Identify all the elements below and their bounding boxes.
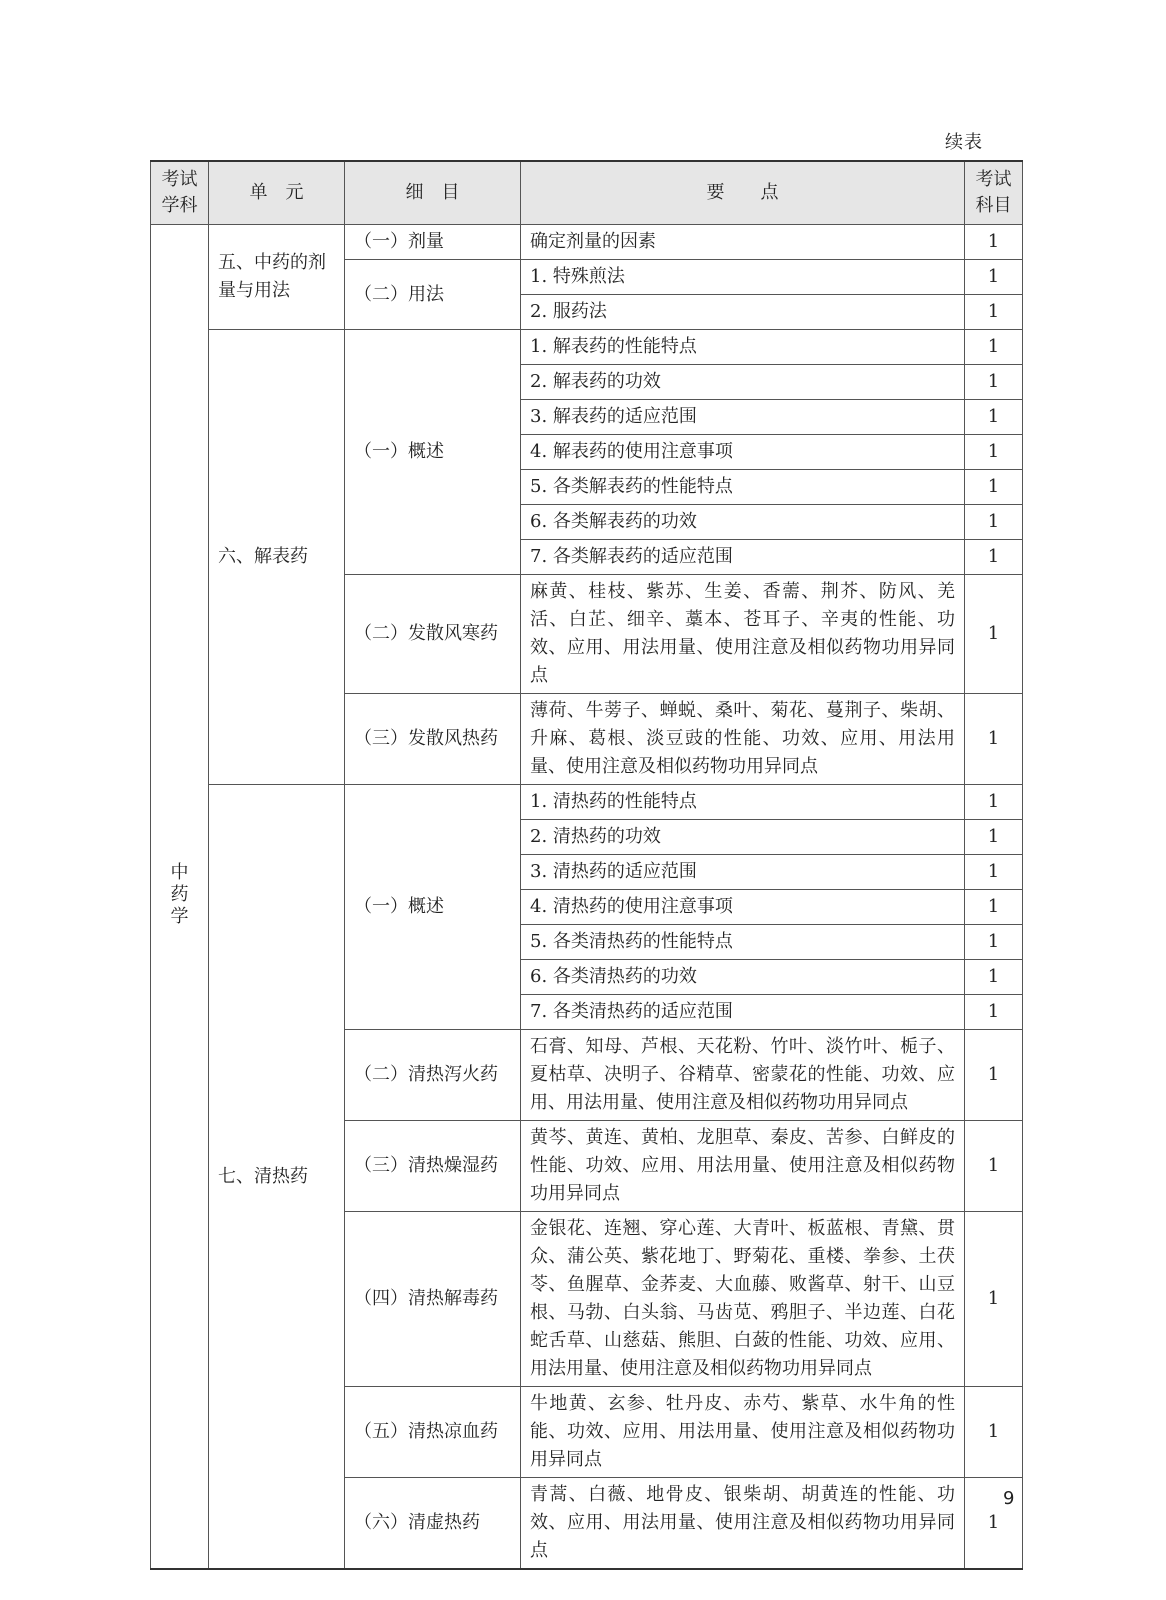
detail-cell: （四）清热解毒药 [345,1212,521,1387]
point-cell: 7. 各类解表药的适应范围 [521,540,965,575]
point-cell: 1. 解表药的性能特点 [521,330,965,365]
table-row [151,225,1023,260]
point-cell: 6. 各类清热药的功效 [521,960,965,995]
detail-cell: （一）剂量 [345,225,521,260]
header-subject [151,161,209,225]
continued-label: 续表 [945,132,983,153]
exam-subject-cell: 1 [965,225,1023,260]
point-cell: 牛地黄、玄参、牡丹皮、赤芍、紫草、水牛角的性能、功效、应用、用法用量、使用注意及相似药物功用异同点 [521,1387,965,1478]
point-cell: 7. 各类清热药的适应范围 [521,995,965,1030]
exam-subject-cell: 1 [965,1387,1023,1478]
exam-subject-cell: 1 [965,995,1023,1030]
exam-subject-cell: 1 [965,365,1023,400]
point-cell: 青蒿、白薇、地骨皮、银柴胡、胡黄连的性能、功效、应用、用法用量、使用注意及相似药物功用异同点 [521,1478,965,1570]
point-cell: 2. 清热药的功效 [521,820,965,855]
header-row [151,161,1023,225]
header-points: 要 点 [521,161,965,225]
point-cell: 1. 清热药的性能特点 [521,785,965,820]
exam-subject-cell: 1 [965,470,1023,505]
exam-subject-cell: 1 [965,1121,1023,1212]
point-cell: 石膏、知母、芦根、天花粉、竹叶、淡竹叶、栀子、夏枯草、决明子、谷精草、密蒙花的性能、功效、应用、用法用量、使用注意及相似药物功用异同点 [521,1030,965,1121]
point-cell: 4. 清热药的使用注意事项 [521,890,965,925]
exam-subject-cell: 1 [965,505,1023,540]
point-cell: 麻黄、桂枝、紫苏、生姜、香薷、荆芥、防风、羌活、白芷、细辛、藁本、苍耳子、辛夷的性能、功效、应用、用法用量、使用注意及相似药物功用异同点 [521,575,965,694]
exam-subject-cell: 1 [965,540,1023,575]
point-cell: 5. 各类解表药的性能特点 [521,470,965,505]
unit-cell: 七、清热药 [209,785,345,1570]
point-cell: 确定剂量的因素 [521,225,965,260]
header-unit: 单 元 [209,161,345,225]
subject-text: 中药学 [170,862,189,927]
syllabus-table [150,160,1023,1570]
subject-cell [151,225,209,1570]
table-body [151,225,1023,1570]
detail-cell: （六）清虚热药 [345,1478,521,1570]
detail-cell: （二）用法 [345,260,521,330]
exam-subject-cell: 1 [965,295,1023,330]
exam-subject-cell: 1 [965,260,1023,295]
detail-cell: （三）发散风热药 [345,694,521,785]
point-cell: 3. 解表药的适应范围 [521,400,965,435]
exam-subject-cell: 1 [965,575,1023,694]
point-cell: 1. 特殊煎法 [521,260,965,295]
point-cell: 2. 服药法 [521,295,965,330]
detail-cell: （五）清热凉血药 [345,1387,521,1478]
detail-cell: （一）概述 [345,785,521,1030]
exam-subject-cell: 1 [965,820,1023,855]
unit-cell: 五、中药的剂量与用法 [209,225,345,330]
exam-subject-cell: 1 [965,960,1023,995]
exam-subject-cell: 1 [965,925,1023,960]
exam-subject-cell: 1 [965,785,1023,820]
point-cell: 4. 解表药的使用注意事项 [521,435,965,470]
page-number: 9 [1003,1488,1015,1509]
exam-subject-cell: 1 [965,435,1023,470]
table-row [151,785,1023,820]
header-exam-subject [965,161,1023,225]
exam-subject-cell: 1 [965,890,1023,925]
point-cell: 金银花、连翘、穿心莲、大青叶、板蓝根、青黛、贯众、蒲公英、紫花地丁、野菊花、重楼、拳参、土茯苓、鱼腥草、金荞麦、大血藤、败酱草、射干、山豆根、马勃、白头翁、马齿苋、鸦胆子、半边莲、白花蛇舌草、山慈菇、熊胆、白蔹的性能、功效、应用、用法用量、使用注意及相似药物功用异同点 [521,1212,965,1387]
exam-subject-cell: 1 [965,1030,1023,1121]
detail-cell: （三）清热燥湿药 [345,1121,521,1212]
header-exam-subject-text: 考试 科目 [975,169,1012,216]
point-cell: 5. 各类清热药的性能特点 [521,925,965,960]
header-subject-text: 考试 学科 [161,169,198,216]
detail-cell: （一）概述 [345,330,521,575]
detail-cell: （二）发散风寒药 [345,575,521,694]
detail-cell: （二）清热泻火药 [345,1030,521,1121]
point-cell: 薄荷、牛蒡子、蝉蜕、桑叶、菊花、蔓荆子、柴胡、升麻、葛根、淡豆豉的性能、功效、应用、用法用量、使用注意及相似药物功用异同点 [521,694,965,785]
point-cell: 2. 解表药的功效 [521,365,965,400]
header-detail: 细 目 [345,161,521,225]
point-cell: 6. 各类解表药的功效 [521,505,965,540]
exam-subject-cell: 1 [965,694,1023,785]
exam-subject-cell: 1 [965,330,1023,365]
exam-subject-cell: 1 [965,855,1023,890]
point-cell: 黄芩、黄连、黄柏、龙胆草、秦皮、苦参、白鲜皮的性能、功效、应用、用法用量、使用注意及相似药物功用异同点 [521,1121,965,1212]
exam-subject-cell: 1 [965,400,1023,435]
unit-cell: 六、解表药 [209,330,345,785]
table-row [151,330,1023,365]
exam-subject-cell: 1 [965,1478,1023,1570]
exam-subject-cell: 1 [965,1212,1023,1387]
point-cell: 3. 清热药的适应范围 [521,855,965,890]
